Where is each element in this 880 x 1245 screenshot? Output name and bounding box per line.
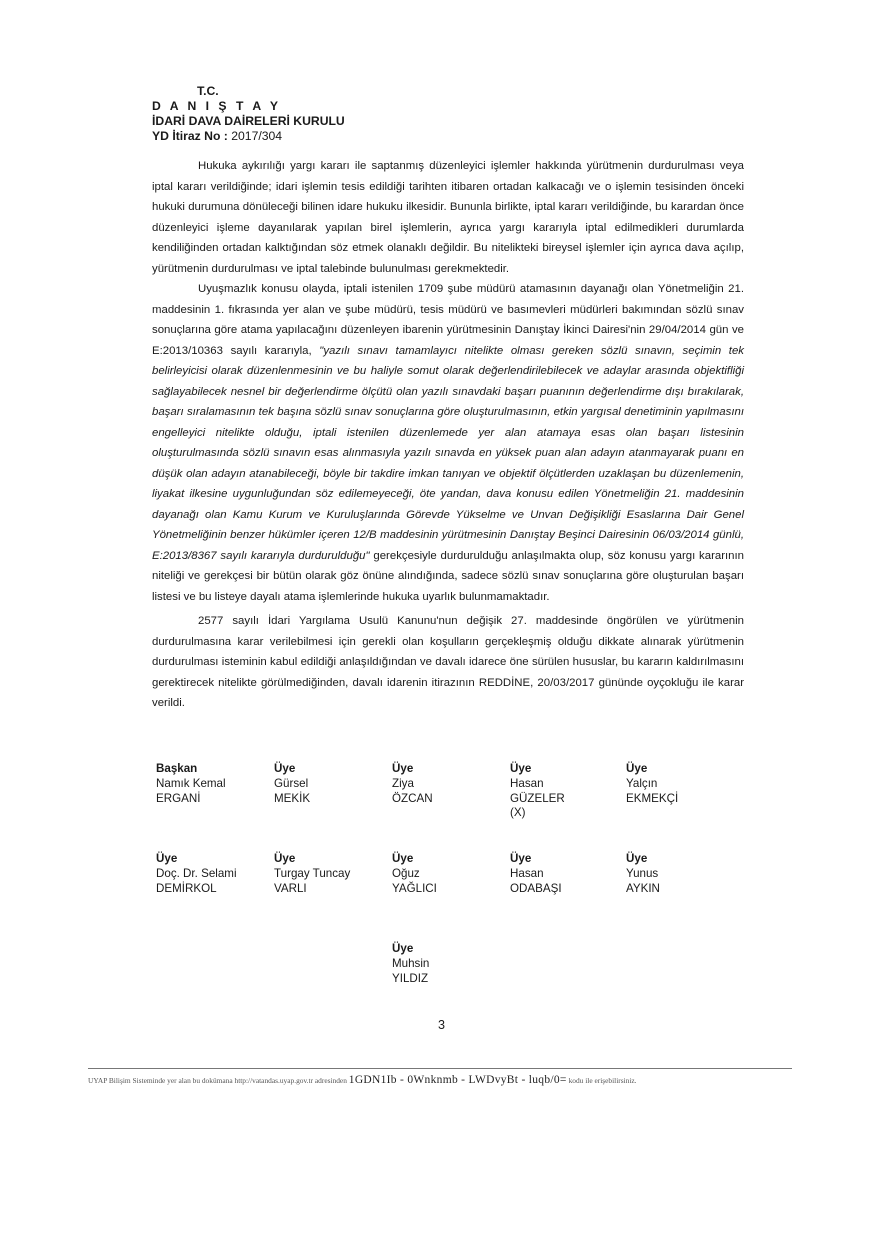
paragraph-2-conclusion: gerekçesiyle durdurulduğu anlaşılmakta olup, söz konusu yargı kararının niteliği ve gerekçesi bir bütün olarak göz önüne alındığında, sadece sözlü sınav sonuçlarına göre oluşturulan başarı listesi ve bu listeye dayalı atama işlemlerinde hukuka uyarlık bulunmamaktadır. [152,549,745,603]
paragraph-2-quote: "yazılı sınavı tamamlayıcı nitelikte olması gereken sözlü sınavın, seçimin tek belirleyicisi olarak düzenlenmesinin ve bu haliyle somut olarak değerlendirilebilecek ve adaylar arasında objektifliği sağlayabilecek nesnel bir değerlendirme ölçütü olan yazılı sınavdaki başarı puanının değerlendirme dışı bırakılarak, başarı sıralamasının tek başına sözlü sınav sonuçlarına göre oluşturulmasının, etkin yargısal denetiminin yapılmasını engelleyici nitelikte olduğu, iptali istenilen düzenlemede yer alan atamaya esas olan başarı listesinin oluşturulmasında sözlü sınavın esas alınmasıyla yazılı sınavda en yüksek puan alan adayın atanmayarak puanı en düşük olan adayın atanabileceği, böyle bir takdire imkan tanıyan ve objektif ölçütlerden uzaklaşan bu düzenlemenin, liyakat ilkesine uygunluğundan söz edilemeyeceği, öte yandan, dava konusu edilen Yönetmeliğin 21. maddesinin dayanağı olan Kamu Kurum ve Kuruluşlarında Görevde Yükselme ve Unvan Değişikliği Esaslarına Dair Genel Yönetmeliğinin benzer hükümler içeren 12/B maddesinin yürütmesinin Danıştay Beşinci Dairesinin 06/03/2014 günlü, E:2013/8367 sayılı kararıyla durdurulduğu" [152,344,744,562]
page-number: 3 [438,1018,446,1032]
signature-member [274,852,389,896]
signature-member [510,852,625,896]
case-number: 2017/304 [231,129,283,143]
uyap-footer [88,1074,808,1086]
paragraph-2-intro: Uyuşmazlık konusu olayda, iptali istenilen 1709 şube müdürü atamasının dayanağı olan Yönetmeliğin 21. maddesinin 1. fıkrasında yer alan ve şube müdürü, tesis müdürü ve basımevleri müdürleri bakımından sözlü sınav sonuçlarına göre atama yapılacağını düzenleyen ibarenin yürütmesinin Danıştay İkinci Dairesi'nin 29/04/2014 gün ve E:2013/10363 sayılı kararıyla, [152,283,744,357]
signature-row-2 [152,852,752,942]
case-label: YD İtiraz No : [152,129,228,143]
header-chamber: İDARİ DAVA DAİRELERİ KURULU [152,114,345,128]
decision-body [152,156,744,714]
access-code: 1GDN1Ib - 0Wnknmb - LWDvyBt - luqb/0= [348,1074,567,1086]
signature-first-name: Oğuz [392,866,420,880]
signature-last-name: GÜZELER [510,791,565,805]
signature-last-name: DEMİRKOL [156,881,217,895]
signature-first-name: Muhsin [392,956,430,970]
signature-member [274,762,389,806]
signature-member [392,852,507,896]
signature-first-name: Yunus [626,866,659,880]
signature-member [626,762,741,806]
header-tc: T.C. [197,84,219,98]
paragraph-1: Hukuka aykırılığı yargı kararı ile saptanmış düzenleyici işlemler hakkında yürütmenin durdurulması veya iptal kararı verildiğinde; idari işlemin tesis edildiği tarihten itibaren ortadan kalkacağı ve o işlemin tesisinden önceki hukuki durumuna dönüleceği bilinen idare hukuku ilkesidir. Bununla birlikte, iptal kararı verildiğinde, bu karardan önce düzenleyici işleme dayanılarak yapılan birel işlemlerin, ayrıca yargı kararıyla iptal edilmedikleri durumlarda kendiliğinden ortadan kalktığından söz etmek olanaklı değildir. Bu nitelikteki bireysel işlemler için ayrıca dava açılıp, yürütmenin durdurulması ve iptal talebinde bulunulması gerekmektedir. [152,160,744,275]
header-institution: D A N I Ş T A Y [152,99,281,113]
signature-row-1 [152,762,752,852]
document-header [152,84,345,144]
signature-first-name: Hasan [510,866,544,880]
signature-member [392,762,507,806]
dissent-mark: (X) [510,806,526,820]
signature-last-name: YAĞLICI [392,881,437,895]
signature-first-name: Hasan [510,776,544,790]
footer-divider [88,1068,792,1069]
signature-first-name: Gürsel [274,776,309,790]
signature-role: Başkan [156,762,198,775]
signature-row-3 [152,942,752,1032]
signature-role: Üye [626,762,648,775]
signature-role: Üye [626,852,648,865]
signature-member [510,762,625,821]
signature-last-name: YILDIZ [392,971,429,985]
signature-last-name: VARLI [274,881,307,895]
signature-member [626,852,741,896]
signature-last-name: ODABAŞI [510,881,562,895]
signature-role: Üye [510,762,532,775]
signature-role: Üye [392,762,414,775]
signature-role: Üye [274,762,296,775]
signature-member [392,942,507,986]
footer-suffix: kodu ile erişebilirsiniz. [568,1076,637,1085]
signature-last-name: ÖZCAN [392,791,433,805]
signature-last-name: EKMEKÇİ [626,791,679,805]
signature-role: Üye [274,852,296,865]
signature-block [152,762,752,1032]
header-case-line [152,129,345,144]
signature-role: Üye [156,852,178,865]
signature-first-name: Ziya [392,776,414,790]
paragraph-2 [152,279,744,607]
signature-first-name: Doç. Dr. Selami [156,866,237,880]
signature-chair [156,762,271,806]
paragraph-3: 2577 sayılı İdari Yargılama Usulü Kanunu'nun değişik 27. maddesinde öngörülen ve yürütmenin durdurulmasına karar verilebilmesi için gerekli olan koşulların gerçekleşmiş olduğu dikkate alınarak yürütmenin durdurulması isteminin kabul edildiği anlaşıldığından ve davalı idarece öne sürülen hususlar, bu kararın kaldırılmasını gerektirecek nitelikte görülmediğinden, davalı idarenin itirazının REDDİNE, 20/03/2017 gününde oyçokluğu ile karar verildi. [152,615,744,709]
signature-role: Üye [392,852,414,865]
signature-last-name: AYKIN [626,881,660,895]
signature-member [156,852,271,896]
footer-prefix: UYAP Bilişim Sisteminde yer alan bu dokümana http://vatandas.uyap.gov.tr adresinden [88,1076,347,1085]
signature-first-name: Namık Kemal [156,776,226,790]
signature-first-name: Yalçın [626,776,658,790]
signature-last-name: ERGANİ [156,791,201,805]
signature-role: Üye [392,942,414,955]
signature-last-name: MEKİK [274,791,311,805]
signature-role: Üye [510,852,532,865]
signature-first-name: Turgay Tuncay [274,866,351,880]
